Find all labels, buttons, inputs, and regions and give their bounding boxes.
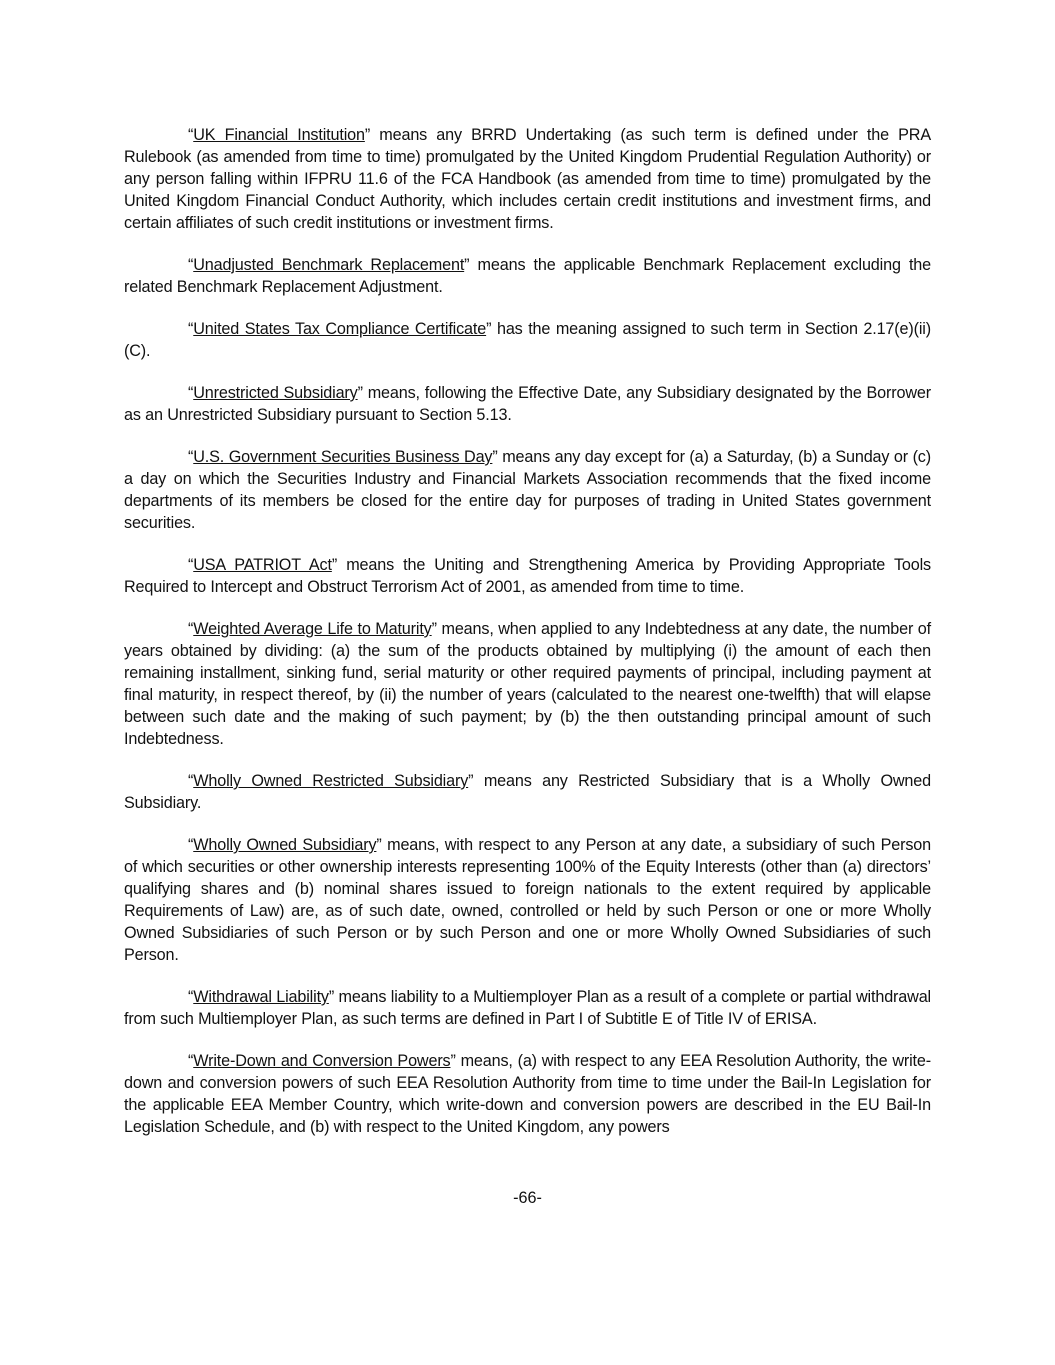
close-quote: ” (468, 772, 474, 790)
close-quote: ” (364, 126, 371, 144)
definition-text: has the meaning assigned to such term in Section 2.17(e)(ii)(C). (124, 320, 931, 360)
defined-term: Withdrawal Liability (193, 988, 329, 1006)
definition-text: means liability to a Multiemployer Plan as a result of a complete or partial withdrawal from such Multiemployer Plan, as such terms are defined in Part I of Subtitle E of Title IV of ERISA. (124, 988, 931, 1028)
definition-paragraph (124, 446, 931, 534)
open-quote: “ (188, 1052, 194, 1070)
close-quote: ” (431, 620, 437, 638)
definition-paragraph (124, 986, 931, 1030)
close-quote: ” (328, 988, 335, 1006)
definition-paragraph (124, 618, 931, 750)
definition-paragraph (124, 124, 931, 234)
definition-text: means the Uniting and Strengthening America by Providing Appropriate Tools Required to Intercept and Obstruct Terrorism Act of 2001, as amended from time to time. (124, 556, 931, 596)
definition-paragraph (124, 834, 931, 966)
close-quote: ” (376, 836, 382, 854)
defined-term: Unrestricted Subsidiary (193, 384, 358, 402)
open-quote: “ (188, 320, 194, 338)
definition-paragraph (124, 382, 931, 426)
defined-term: Wholly Owned Restricted Subsidiary (193, 772, 469, 790)
open-quote: “ (188, 988, 194, 1006)
defined-term: Unadjusted Benchmark Replacement (193, 256, 465, 274)
open-quote: “ (188, 384, 194, 402)
definition-text: means, following the Effective Date, any Subsidiary designated by the Borrower as an Unrestricted Subsidiary pursuant to Section 5.13. (124, 384, 931, 424)
definition-text: means the applicable Benchmark Replacement excluding the related Benchmark Replacement Adjustment. (124, 256, 931, 296)
page-number: -66- (513, 1189, 542, 1207)
close-quote: ” (464, 256, 470, 274)
definition-paragraph (124, 770, 931, 814)
definition-paragraph (124, 1050, 931, 1138)
close-quote: ” (492, 448, 498, 466)
defined-term: United States Tax Compliance Certificate (193, 320, 487, 338)
definition-text: means any Restricted Subsidiary that is a Wholly Owned Subsidiary. (124, 772, 931, 812)
open-quote: “ (188, 836, 194, 854)
defined-term: Wholly Owned Subsidiary (193, 836, 377, 854)
definition-text: means, with respect to any Person at any date, a subsidiary of such Person of which securities or other ownership interests representing 100% of the Equity Interests (other than (a) directors’ qualifying shares and (b) nominal shares issued to foreign nationals to the extent required by applicable Requirements of Law) are, as of such date, owned, controlled or held by such Person or one or more Wholly Owned Subsidiaries of such Person or by such Person and one or more Wholly Owned Subsidiaries of such Person. (124, 836, 931, 964)
open-quote: “ (188, 448, 194, 466)
open-quote: “ (188, 772, 194, 790)
open-quote: “ (188, 620, 194, 638)
close-quote: ” (331, 556, 338, 574)
definition-paragraph (124, 318, 931, 362)
defined-term: U.S. Government Securities Business Day (193, 448, 493, 466)
close-quote: ” (486, 320, 492, 338)
definition-paragraph (124, 254, 931, 298)
close-quote: ” (450, 1052, 456, 1070)
definition-text: means any day except for (a) a Saturday, (b) a Sunday or (c) a day on which the Securities Industry and Financial Markets Association recommends that the fixed income departments of its members be closed for the entire day for purposes of trading in United States government securities. (124, 448, 931, 532)
defined-term: Weighted Average Life to Maturity (193, 620, 432, 638)
definition-text: means, (a) with respect to any EEA Resolution Authority, the write-down and conversion powers of such EEA Resolution Authority from time to time under the Bail-In Legislation for the applicable EEA Member Country, which write-down and conversion powers are described in the EU Bail-In Legislation Schedule, and (b) with respect to the United Kingdom, any powers (124, 1052, 931, 1136)
definition-text: means any BRRD Undertaking (as such term is defined under the PRA Rulebook (as amended from time to time) promulgated by the United Kingdom Prudential Regulation Authority) or any person falling within IFPRU 11.6 of the FCA Handbook (as amended from time to time) promulgated by the United Kingdom Financial Conduct Authority, which includes certain credit institutions and investment firms, and certain affiliates of such credit institutions or investment firms. (124, 126, 931, 232)
definition-paragraph (124, 554, 931, 598)
definitions-section (124, 124, 931, 1158)
defined-term: UK Financial Institution (193, 126, 365, 144)
open-quote: “ (188, 256, 194, 274)
defined-term: Write-Down and Conversion Powers (193, 1052, 451, 1070)
definition-text: means, when applied to any Indebtedness at any date, the number of years obtained by dividing: (a) the sum of the products obtained by multiplying (i) the amount of each then remaining installment, sinking fund, serial maturity or other required payments of principal, including payment at final maturity, in respect thereof, by (ii) the number of years (calculated to the nearest one-twelfth) that will elapse between such date and the making of such payment; by (b) the then outstanding principal amount of such Indebtedness. (124, 620, 932, 748)
open-quote: “ (188, 556, 194, 574)
close-quote: ” (357, 384, 363, 402)
open-quote: “ (188, 126, 194, 144)
defined-term: USA PATRIOT Act (193, 556, 332, 574)
